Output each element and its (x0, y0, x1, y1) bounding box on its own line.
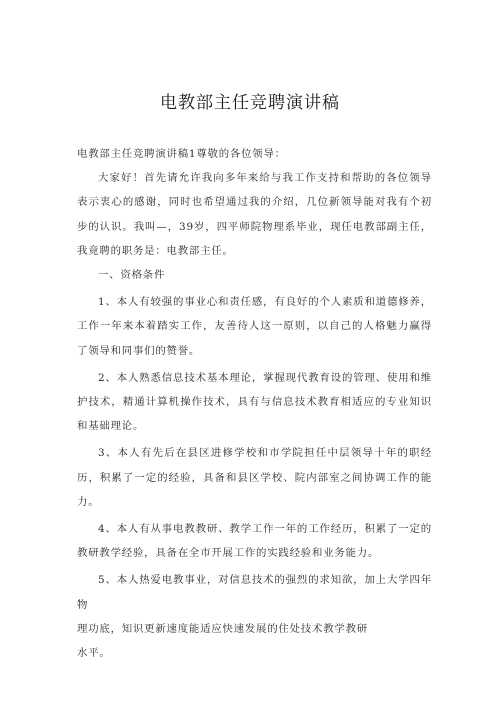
paragraph-item-4: 4、本人有从事电教教研、教学工作一年的工作经历，积累了一定的教研教学经验，具备在全市开展工作的实践经验和业务能力。 (77, 523, 432, 560)
paragraph-item-5 (77, 568, 432, 665)
paragraph-item-3: 3、本人有先后在县区进修学校和市学院担任中层领导十年的职经历，积累了一定的经验，具备和县区学校、院内部室之间协调工作的能力。 (77, 447, 432, 508)
paragraph-item-2: 2、本人熟悉信息技术基本理论，掌握现代教育设的管理、使用和维护技术，精通计算机操作技术，具有与信息技术教育相适应的专业知识和基础理论。 (77, 371, 432, 433)
paragraph-item-5-line-1: 5、本人热爱电教事业，对信息技术的强烈的求知欲，加上大学四年物 (77, 574, 432, 611)
paragraph-item-1: 1、本人有较强的事业心和责任感，有良好的个人素质和道德修养，工作一年来本着踏实工作，友善待人这一原则，以自己的人格魅力赢得了领导和同事们的赞誉。 (77, 296, 432, 357)
paragraph-item-5-line-3: 水平。 (77, 647, 111, 660)
section-heading-qualifications: 一、资格条件 (98, 269, 166, 282)
paragraph-item-5-line-2: 理功底，知识更新速度能适应快速发展的住处技术教学教研 (77, 622, 368, 635)
salutation: 电教部主任竞聘演讲稿1尊敬的各位领导： (77, 148, 286, 160)
document-body (77, 142, 432, 665)
paragraph-greeting: 大家好！首先请允许我向多年来给与我工作支持和帮助的各位领导表示衷心的感谢，同时也希望通过我的介绍，几位新领导能对我有个初步的认识。我叫—，39岁，四平师院物理系毕业，现任电教部副主任，我竟聘的职务是：电教部主任。 (77, 172, 432, 257)
document-title: 电教部主任竞聘演讲稿 (160, 93, 340, 113)
